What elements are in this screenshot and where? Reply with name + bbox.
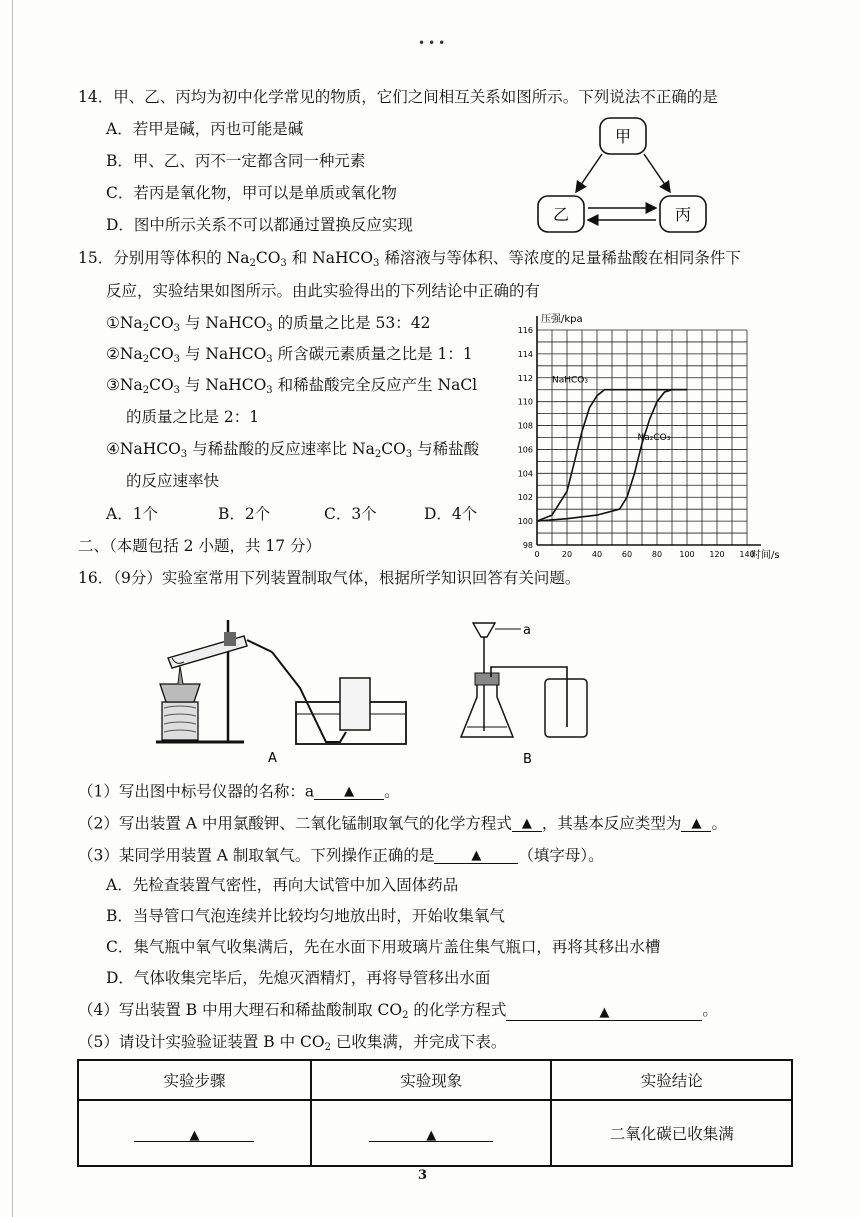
- q15-option-c: C．3个: [324, 505, 377, 523]
- x-tick-label: 40: [591, 550, 603, 559]
- q15-statement-3: $③Na_2CO_3$ 与 NaHCO$_3$ 和稀盐酸完全反应产生 NaCl: [106, 376, 478, 396]
- q16-part3: （3）某同学用装置 A 制取氧气。下列操作正确的是 ▲ （填字母）。: [78, 846, 604, 865]
- q16-part1: （1）写出图中标号仪器的名称：a ▲ 。: [78, 782, 400, 801]
- arrow-jia-yi: [576, 154, 602, 192]
- q16-part4: （4）写出装置 B 中用大理石和稀盐酸制取 $CO_2$ 的化学方程式 ▲ 。: [78, 1001, 718, 1021]
- alcohol-lamp: [160, 684, 200, 702]
- q15-statement-3-cont: 的质量之比是 2：1: [126, 408, 260, 426]
- header-conclusion: 实验结论: [551, 1060, 792, 1100]
- header-steps: 实验步骤: [78, 1060, 311, 1100]
- q15-statement-1: $①Na_2CO_3$ 与 NaHCO$_3$ 的质量之比是 53：42: [106, 314, 431, 334]
- page-top-dots: •••: [418, 36, 449, 50]
- y-axis-label: 压强/kpa: [541, 314, 583, 325]
- x-tick-label: 20: [561, 550, 573, 559]
- x-tick-label: 140: [739, 550, 755, 559]
- stopper-tube: [247, 640, 272, 652]
- node-bing: 丙: [674, 205, 692, 224]
- y-tick-label: 108: [517, 421, 533, 431]
- conical-flask: [461, 685, 513, 737]
- x-tick-label: 0: [534, 550, 540, 559]
- q15-stem-line1: 15．分别用等体积的 $Na_2CO_3$ 和 NaHCO$_3$ 稀溶液与等体积、等浓度的足量稀盐酸在相同条件下: [78, 249, 741, 269]
- clamp: [224, 632, 236, 646]
- apparatus-a-figure: [150, 610, 410, 770]
- q15-statement-4: ④NaHCO$_3$ 与稀盐酸的反应速率比 $Na_2CO_3$ 与稀盐酸: [106, 440, 480, 460]
- y-tick-label: 106: [517, 445, 533, 455]
- y-tick-label: 112: [517, 373, 533, 383]
- y-tick-label: 98: [522, 541, 533, 550]
- q15-option-a: A．1个: [106, 505, 159, 523]
- x-tick-label: 120: [709, 550, 725, 559]
- q14-option-d: D．图中所示关系不可以都通过置换反应实现: [106, 216, 413, 234]
- q16-part3-option-a: A．先检查装置气密性，再向大试管中加入固体药品: [106, 876, 459, 894]
- gas-delivery-tube: [491, 667, 567, 727]
- rubber-stopper: [475, 673, 499, 685]
- experiment-table: [77, 1059, 793, 1167]
- q16-part3-option-c: C．集气瓶中氧气收集满后，先在水面下用玻璃片盖住集气瓶口，再将其移出水槽: [106, 938, 661, 956]
- y-tick-label: 110: [517, 397, 533, 407]
- q15-stem-line2: 反应，实验结果如图所示。由此实验得出的下列结论中正确的有: [106, 282, 541, 300]
- label-b-upper: B: [523, 752, 532, 767]
- long-neck-funnel-top: [473, 623, 495, 637]
- x-tick-label: 80: [651, 550, 663, 559]
- series-label-NaHCO3: NaHCO₃: [552, 375, 588, 386]
- page-number: 3: [418, 1168, 428, 1183]
- arrow-jia-bing: [644, 154, 670, 192]
- label-a-upper: A: [268, 751, 277, 766]
- header-phenomena: 实验现象: [311, 1060, 551, 1100]
- q15-option-d: D．4个: [424, 505, 478, 523]
- label-a: a: [523, 623, 531, 638]
- node-jia: 甲: [614, 127, 632, 146]
- q16-part5: （5）请设计实验验证装置 B 中 $CO_2$ 已收集满，并完成下表。: [78, 1033, 507, 1053]
- collecting-bottle: [545, 679, 587, 737]
- delivery-tube: [272, 652, 346, 742]
- y-tick-label: 114: [517, 349, 533, 359]
- y-tick-label: 102: [517, 493, 533, 503]
- scan-edge-line: [12, 0, 13, 1217]
- q14-stem: 14．甲、乙、丙均为初中化学常见的物质，它们之间相互关系如图所示。下列说法不正确的是: [78, 88, 718, 106]
- gas-collecting-bottle: [340, 678, 370, 730]
- pressure-time-chart: [505, 300, 795, 565]
- section-2-heading: 二、（本题包括 2 小题，共 17 分）: [78, 537, 322, 555]
- node-yi: 乙: [552, 205, 570, 224]
- x-axis-label: 时间/s: [751, 550, 780, 561]
- q14-option-c: C．若丙是氧化物，甲可以是单质或氧化物: [106, 184, 397, 202]
- q14-option-a: A．若甲是碱，丙也可能是碱: [106, 120, 304, 138]
- series-label-Na2CO3: Na₂CO₃: [637, 432, 671, 443]
- cell-steps-answer: ▲: [78, 1100, 311, 1166]
- x-tick-label: 100: [679, 550, 695, 559]
- q14-relation-diagram: [530, 110, 730, 245]
- q14-option-b: B．甲、乙、丙不一定都含同一种元素: [106, 152, 366, 170]
- y-tick-label: 116: [517, 326, 533, 335]
- q16-part3-option-d: D．气体收集完毕后，先熄灭酒精灯，再将导管移出水面: [106, 969, 491, 987]
- q15-statement-2: $②Na_2CO_3$ 与 NaHCO$_3$ 所含碳元素质量之比是 1：1: [106, 345, 473, 365]
- q16-part3-option-b: B．当导管口气泡连续并比较均匀地放出时，开始收集氧气: [106, 907, 505, 925]
- lamp-flame: [178, 666, 183, 684]
- y-tick-label: 100: [517, 517, 533, 527]
- q15-statement-4-cont: 的反应速率快: [126, 472, 220, 490]
- x-tick-label: 60: [621, 550, 633, 559]
- q16-part2: （2）写出装置 A 中用氯酸钾、二氧化锰制取氧气的化学方程式 ▲ ，其基本反应类型为 ▲ 。: [78, 814, 727, 833]
- cell-conclusion: 二氧化碳已收集满: [551, 1100, 792, 1166]
- y-tick-label: 104: [517, 469, 533, 479]
- q15-option-b: B．2个: [218, 505, 271, 523]
- cell-phenomena-answer: ▲: [311, 1100, 551, 1166]
- apparatus-b-figure: [455, 615, 605, 770]
- q16-stem: 16．（9分）实验室常用下列装置制取气体，根据所学知识回答有关问题。: [78, 569, 581, 587]
